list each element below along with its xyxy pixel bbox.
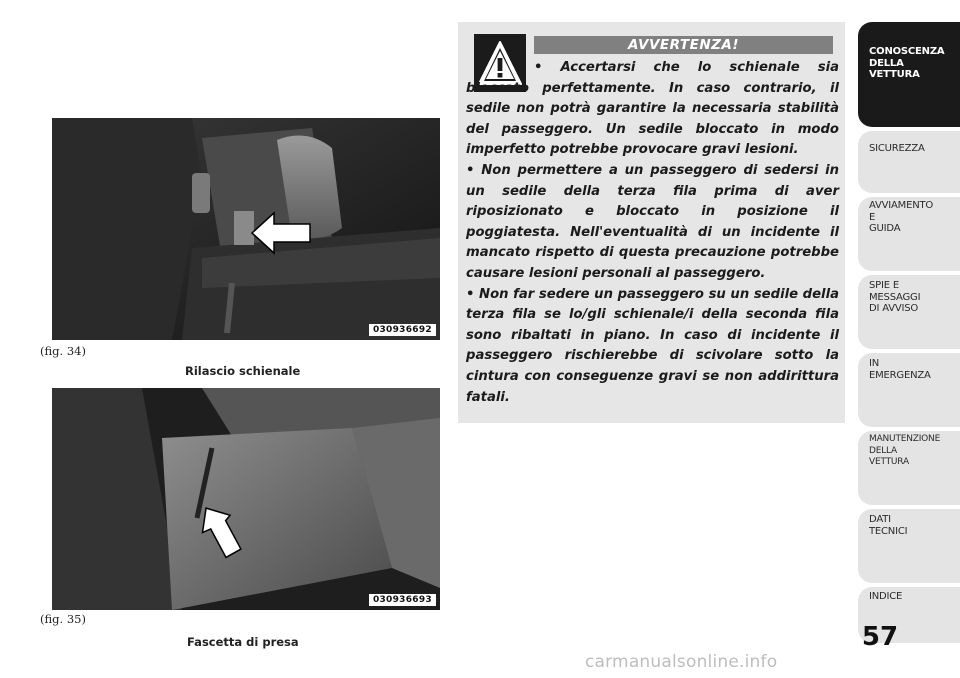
- tab-in-emergenza[interactable]: [858, 353, 960, 427]
- tab-manutenzione-della-vettura[interactable]: [858, 431, 960, 505]
- tab-label: DELLA: [869, 57, 904, 69]
- warning-paragraph: • Accertarsi che lo schienale sia bloccato perfettamente. In caso contrario, il sedile non potrà garantire la necessaria stabilità del passeggero. Un sedile bloccato in modo imperfetto potrebbe provocare gravi lesioni.: [466, 60, 839, 158]
- tab-label: GUIDA: [869, 223, 901, 234]
- tab-label: IN: [869, 358, 880, 369]
- tab-label: CONOSCENZA: [869, 46, 945, 57]
- tab-avviamento-e-guida[interactable]: [858, 197, 960, 271]
- tab-label: DATI: [869, 514, 891, 525]
- tab-conoscenza-della-vettura[interactable]: [858, 22, 960, 127]
- watermark: carmanualsonline.info: [585, 652, 778, 672]
- page-number: 57: [861, 622, 899, 652]
- figure-caption: Rilascio schienale: [185, 364, 301, 378]
- tab-label: MESSAGGI: [869, 291, 921, 303]
- seat-backrest-release-illustration: [52, 118, 440, 340]
- warning-paragraph: • Non permettere a un passeggero di sedersi in un sedile della terza fila prima di aver riposizionato e bloccato in posizione il poggiatesta. Nell'eventualità di un incidente il mancato rispetto di questa precauzione potrebbe causare lesioni personali al passeggero.: [466, 162, 839, 281]
- tab-label: DI AVVISO: [869, 303, 919, 314]
- tab-sicurezza[interactable]: [858, 131, 960, 193]
- warning-paragraph: • Non far sedere un passeggero su un sedile della terza fila se lo/gli schienale/i della seconda fila sono ribaltati in piano. In caso di incidente il passeggero rischierebbe di scivolare sotto la cintura con conseguenze gravi se non addirittura fatali.: [466, 286, 839, 405]
- tab-label: AVVIAMENTO: [869, 200, 934, 211]
- tab-label: TECNICI: [869, 525, 908, 537]
- grip-strap-illustration: [52, 388, 440, 610]
- figure-code: 030936693: [369, 594, 436, 606]
- tab-dati-tecnici[interactable]: [858, 509, 960, 583]
- tab-label: VETTURA: [869, 69, 920, 80]
- figure-35-photo: [52, 388, 440, 610]
- figure-caption: Fascetta di presa: [187, 635, 299, 649]
- tab-label: INDICE: [869, 591, 903, 602]
- warning-title: AVVERTENZA!: [534, 36, 833, 54]
- figure-label: (fig. 35): [40, 612, 86, 626]
- tab-label: MANUTENZIONE: [869, 434, 941, 444]
- tab-label: EMERGENZA: [869, 369, 931, 381]
- tab-label: E: [869, 211, 876, 223]
- figure-code: 030936692: [369, 324, 436, 336]
- warning-text: [466, 58, 839, 408]
- tab-spie-e-messaggi[interactable]: [858, 275, 960, 349]
- tab-label: VETTURA: [869, 457, 909, 467]
- figure-label: (fig. 34): [40, 344, 86, 358]
- figure-34-photo: [52, 118, 440, 340]
- tab-label: DELLA: [869, 445, 898, 456]
- tab-label: SPIE E: [869, 280, 899, 291]
- tab-label: SICUREZZA: [869, 143, 925, 154]
- warning-box: [458, 22, 845, 423]
